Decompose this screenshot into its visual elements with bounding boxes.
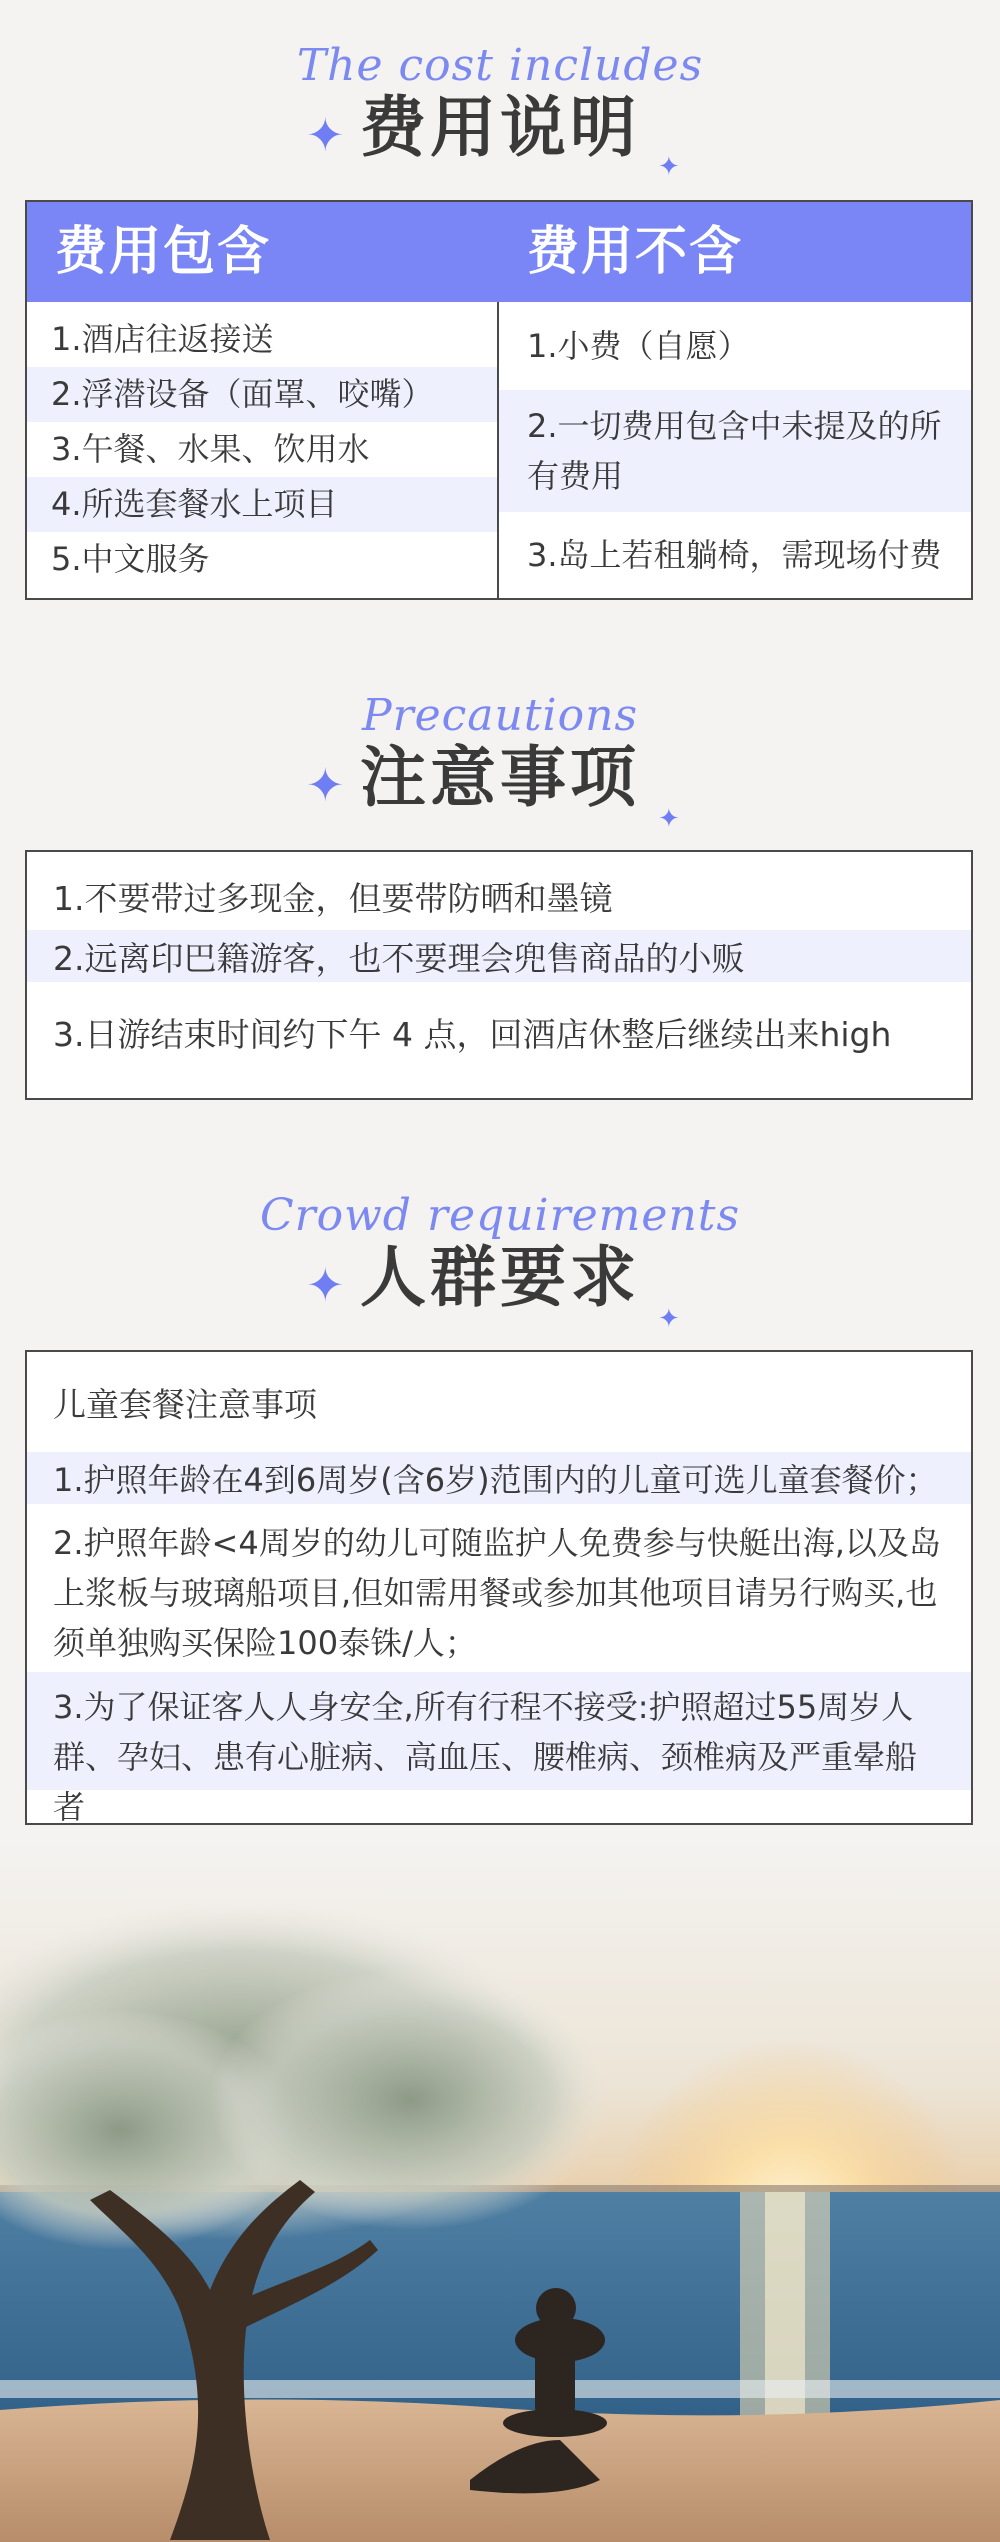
cost-table	[25, 200, 973, 600]
excluded-item: 2.一切费用包含中未提及的所有费用	[499, 390, 971, 512]
included-item: 2.浮潜设备（面罩、咬嘴）	[27, 367, 497, 422]
crowd-box	[25, 1350, 973, 1825]
included-item: 1.酒店往返接送	[51, 320, 274, 358]
sparkle-icon: ✦	[306, 1258, 345, 1312]
included-header: 费用包含	[55, 222, 272, 282]
included-column	[27, 302, 499, 598]
cost-title: 费用说明	[360, 89, 640, 166]
precaution-item: 3.日游结束时间约下午 4 点，回酒店休整后继续出来high	[53, 1014, 892, 1054]
sparkle-icon: ✦	[658, 152, 680, 182]
crowd-item: 1.护照年龄在4到6周岁(含6岁)范围内的儿童可选儿童套餐价；	[27, 1452, 971, 1504]
precaution-item: 2.远离印巴籍游客，也不要理会兜售商品的小贩	[27, 930, 971, 982]
precautions-box	[25, 850, 973, 1100]
precautions-heading	[0, 690, 1000, 834]
precaution-item: 1.不要带过多现金，但要带防晒和墨镜	[53, 878, 613, 918]
crowd-heading	[0, 1190, 1000, 1334]
cost-heading	[0, 40, 1000, 180]
cost-table-header	[27, 202, 971, 302]
sparkle-icon: ✦	[306, 108, 345, 162]
cost-script-title: The cost includes	[296, 40, 704, 91]
beach-sunset-photo	[0, 1840, 1000, 2542]
crowd-item: 3.为了保证客人人身安全,所有行程不接受:护照超过55周岁人群、孕妇、患有心脏病、高血压、腰椎病、颈椎病及严重晕船者	[27, 1672, 971, 1790]
included-item: 4.所选套餐水上项目	[27, 477, 497, 532]
sparkle-icon: ✦	[306, 758, 345, 812]
crowd-script-title: Crowd requirements	[259, 1190, 741, 1241]
precautions-script-title: Precautions	[361, 690, 639, 741]
sparkle-icon: ✦	[658, 1304, 680, 1334]
crowd-item: 2.护照年龄<4周岁的幼儿可随监护人免费参与快艇出海,以及岛上浆板与玻璃船项目,但如需用餐或参加其他项目请另行购买,也须单独购买保险100泰铢/人；	[53, 1524, 941, 1662]
excluded-item: 1.小费（自愿）	[527, 327, 750, 365]
sparkle-icon: ✦	[658, 804, 680, 834]
included-item: 3.午餐、水果、饮用水	[51, 430, 370, 468]
precautions-title: 注意事项	[360, 739, 640, 816]
excluded-item: 3.岛上若租躺椅，需现场付费	[527, 536, 942, 574]
crowd-subtitle: 儿童套餐注意事项	[53, 1384, 317, 1424]
cost-table-body	[27, 302, 971, 598]
included-item: 5.中文服务	[51, 540, 210, 578]
excluded-header: 费用不含	[527, 222, 744, 282]
excluded-column	[499, 302, 971, 598]
crowd-title: 人群要求	[360, 1239, 640, 1316]
